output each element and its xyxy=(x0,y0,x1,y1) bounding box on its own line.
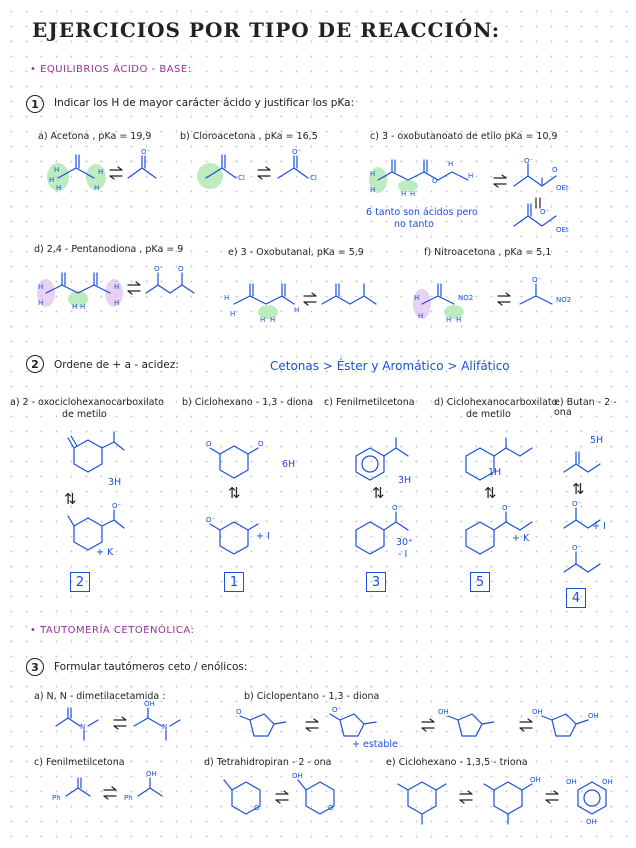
svg-text:O⁻: O⁻ xyxy=(206,516,216,524)
question-2-prompt: Ordene de + a - acidez: xyxy=(54,359,179,371)
svg-text:H: H xyxy=(370,186,376,194)
q2-item-a-line1: a) 2 - oxociclohexanocarboxilato xyxy=(10,397,164,408)
svg-text:H: H xyxy=(80,303,86,311)
q2-item-a-line2: de metilo xyxy=(62,409,107,420)
q2-e-h-count: 5H xyxy=(590,435,604,446)
ranking-box-c: 3 xyxy=(366,572,386,592)
svg-text:H: H xyxy=(38,299,44,307)
svg-text:H: H xyxy=(270,316,276,324)
svg-text:H: H xyxy=(468,172,474,180)
svg-text:O⁻: O⁻ xyxy=(572,500,582,508)
svg-text:H: H xyxy=(230,310,236,318)
svg-text:O: O xyxy=(178,265,184,273)
svg-text:O⁻: O⁻ xyxy=(392,504,402,512)
q2-a-note: + K xyxy=(96,547,114,558)
question-number-1: 1 xyxy=(26,95,44,113)
equilibrium-arrow-icon: ⇅ xyxy=(484,484,497,502)
q3-item-a: a) N, N - dimetilacetamida : xyxy=(34,691,166,702)
chloroacetone-structure xyxy=(196,150,346,195)
question-3-prompt: Formular tautómeros ceto / enólicos: xyxy=(54,661,248,673)
q2-b-note: + I xyxy=(256,531,270,542)
q2-a-h-count: 3H xyxy=(108,477,122,488)
svg-text:N: N xyxy=(80,723,86,731)
svg-text:NO2: NO2 xyxy=(458,294,474,302)
svg-text:O⁻: O⁻ xyxy=(112,502,122,510)
svg-text:H: H xyxy=(224,294,230,302)
q2-d-h-count: 1H xyxy=(488,467,502,478)
question-2-answer: Cetonas > Éster y Aromático > Alifático xyxy=(270,359,510,373)
svg-text:OH: OH xyxy=(144,700,155,708)
svg-text:O⁻: O⁻ xyxy=(532,276,542,284)
q1-item-d: d) 2,4 - Pentanodiona , pKa = 9 xyxy=(34,244,184,255)
page-title: EJERCICIOS POR TIPO DE REACCIÓN: xyxy=(32,18,501,42)
svg-text:H: H xyxy=(72,303,78,311)
q1-note-line2: no tanto xyxy=(394,219,434,230)
svg-text:O⁻: O⁻ xyxy=(154,265,164,273)
q3-item-c: c) Fenilmetilcetona xyxy=(34,757,125,768)
acetophenone-tautomers xyxy=(52,770,192,814)
svg-text:OEt: OEt xyxy=(556,184,569,192)
q2-c-note-2: - I xyxy=(398,549,408,560)
cyclohexanetrione-tautomers xyxy=(394,776,624,826)
svg-text:H: H xyxy=(38,283,44,291)
butanone-structure xyxy=(560,450,610,480)
ranking-box-d: 5 xyxy=(470,572,490,592)
ranking-box-b: 1 xyxy=(224,572,244,592)
q2-c-h-count: 3H xyxy=(398,475,412,486)
butanone-enolate xyxy=(560,500,610,586)
equilibrium-arrow-icon: ⇅ xyxy=(64,490,77,508)
svg-text:OEt: OEt xyxy=(556,226,569,234)
svg-text:OH: OH xyxy=(588,712,599,720)
ethyl-acetoacetate-structure xyxy=(368,152,493,200)
svg-text:O: O xyxy=(254,804,260,812)
svg-text:OH: OH xyxy=(586,818,597,826)
svg-text:NO2: NO2 xyxy=(556,296,572,304)
svg-text:H: H xyxy=(98,168,104,176)
acetone-structure xyxy=(46,150,166,195)
svg-text:H: H xyxy=(260,316,266,324)
svg-text:OH: OH xyxy=(292,772,303,780)
svg-text:OH: OH xyxy=(602,778,613,786)
svg-text:H: H xyxy=(418,312,424,320)
cyclopentanedione-tautomers xyxy=(236,706,616,746)
ranking-box-a: 2 xyxy=(70,572,90,592)
equilibrium-arrow-icon: ⇅ xyxy=(372,484,385,502)
q1-item-f: f) Nitroacetona , pKa = 5,1 xyxy=(424,247,552,258)
svg-text:O: O xyxy=(206,440,212,448)
oxobutanal-structure xyxy=(222,278,382,323)
svg-text:O⁻: O⁻ xyxy=(141,148,151,156)
q2-item-e: e) Butan - 2 - ona xyxy=(554,397,617,418)
svg-text:O: O xyxy=(328,804,334,812)
q3-item-b: b) Ciclopentano - 1,3 - diona xyxy=(244,691,380,702)
svg-text:H: H xyxy=(56,184,62,192)
svg-text:Cl: Cl xyxy=(310,174,317,182)
q1-item-c: c) 3 - oxobutanoato de etilo pKa = 10,9 xyxy=(370,131,558,142)
h-label: H xyxy=(54,166,60,174)
q2-c-note-1: 30⁺ xyxy=(396,537,414,548)
ethyl-acetoacetate-enolate-resonance xyxy=(492,157,622,240)
svg-text:H: H xyxy=(414,294,420,302)
svg-text:H: H xyxy=(370,170,376,178)
svg-text:O: O xyxy=(258,440,264,448)
question-1-prompt: Indicar los H de mayor carácter ácido y justificar los pKa: xyxy=(54,97,355,109)
q2-b-h-count: 6H xyxy=(282,459,296,470)
q2-e-note: + I xyxy=(592,521,606,532)
svg-text:OH: OH xyxy=(532,708,543,716)
svg-text:Ph: Ph xyxy=(124,794,133,802)
svg-text:H: H xyxy=(448,160,454,168)
svg-text:O⁻: O⁻ xyxy=(572,544,582,552)
svg-text:O⁻: O⁻ xyxy=(524,157,534,165)
cyclohexanedione-structure xyxy=(206,440,276,490)
pentanedione-structure xyxy=(36,265,196,315)
svg-text:O⁻: O⁻ xyxy=(502,504,512,512)
q2-d-note: + K xyxy=(512,533,530,544)
q2-item-c: c) Fenilmetilcetona xyxy=(324,397,415,408)
q1-item-e: e) 3 - Oxobutanal, pKa = 5,9 xyxy=(228,247,364,258)
dimethylacetamide-tautomers xyxy=(52,700,212,744)
q2-item-b: b) Ciclohexano - 1,3 - diona xyxy=(182,397,314,408)
svg-text:H: H xyxy=(114,283,120,291)
svg-text:OH: OH xyxy=(530,776,541,784)
q1-item-b: b) Cloroacetona , pKa = 16,5 xyxy=(180,131,318,142)
section-heading-acid-base: • EQUILIBRIOS ÁCIDO - BASE: xyxy=(30,65,192,75)
question-number-2: 2 xyxy=(26,355,44,373)
svg-text:OH: OH xyxy=(566,778,577,786)
svg-text:O: O xyxy=(552,166,558,174)
ranking-box-e: 4 xyxy=(566,588,586,608)
svg-text:N: N xyxy=(162,723,168,731)
q3-b-note: + estable xyxy=(352,739,398,750)
svg-text:Ph: Ph xyxy=(52,794,61,802)
q3-item-e: e) Ciclohexano - 1,3,5 - triona xyxy=(386,757,528,768)
svg-text:OH: OH xyxy=(146,770,157,778)
q2-item-d-line1: d) Ciclohexanocarboxilato xyxy=(434,397,558,408)
q1-item-a: a) Acetona , pKa = 19,9 xyxy=(38,131,152,142)
svg-text:H: H xyxy=(446,316,452,324)
svg-text:H: H xyxy=(114,299,120,307)
q3-item-d: d) Tetrahidropiran - 2 - ona xyxy=(204,757,332,768)
q2-item-d-line2: de metilo xyxy=(466,409,511,420)
svg-text:O: O xyxy=(236,708,242,716)
svg-text:O⁻: O⁻ xyxy=(332,706,342,714)
svg-text:O: O xyxy=(432,177,438,185)
svg-text:H: H xyxy=(49,176,55,184)
q1-note-line1: 6 tanto son ácidos pero xyxy=(366,207,478,218)
svg-text:H: H xyxy=(294,306,300,314)
tetrahydropyranone-tautomers xyxy=(218,772,368,826)
question-number-3: 3 xyxy=(26,658,44,676)
svg-text:OH: OH xyxy=(438,708,449,716)
nitroacetone-structure xyxy=(412,278,612,323)
svg-text:H: H xyxy=(401,190,407,198)
svg-text:O⁻: O⁻ xyxy=(292,148,302,156)
equilibrium-arrow-icon: ⇅ xyxy=(228,484,241,502)
svg-text:O⁻: O⁻ xyxy=(540,208,550,216)
svg-text:H: H xyxy=(94,184,100,192)
oxocyclohexanecarboxylate-enolate xyxy=(60,502,130,562)
equilibrium-arrow-icon: ⇅ xyxy=(572,480,585,498)
svg-text:Cl: Cl xyxy=(238,174,245,182)
svg-text:H: H xyxy=(456,316,462,324)
svg-text:H: H xyxy=(410,190,416,198)
section-heading-tautomeria: • TAUTOMERÍA CETOENÓLICA: xyxy=(30,626,194,636)
